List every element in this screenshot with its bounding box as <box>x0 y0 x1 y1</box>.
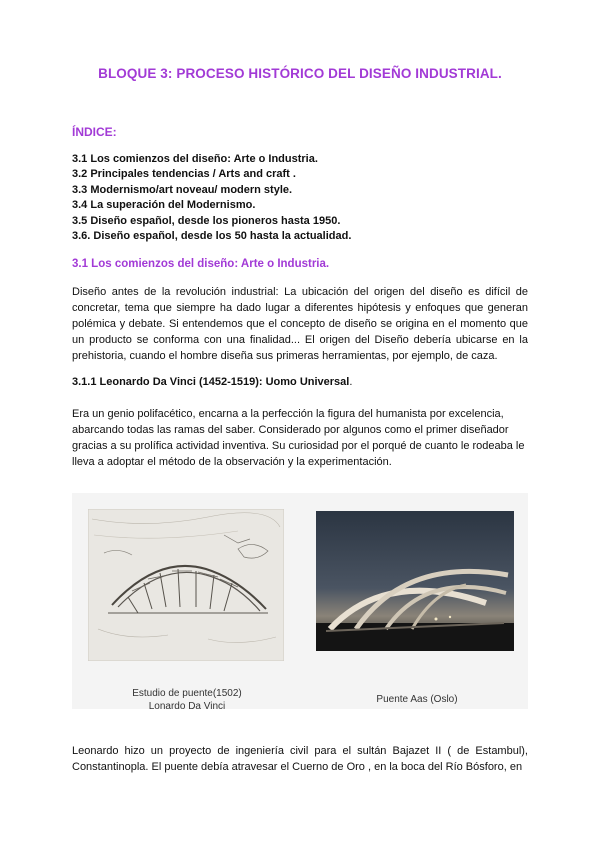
toc-item: 3.2 Principales tendencias / Arts and craft . <box>72 168 296 181</box>
sketch-caption-line1: Estudio de puente(1502) <box>132 688 242 699</box>
index-heading: ÍNDICE: <box>72 125 117 139</box>
sketch-caption <box>112 687 262 713</box>
subsection-heading-tail: . <box>349 376 353 388</box>
sketch-caption-line2: Lonardo Da Vinci <box>148 701 226 712</box>
photo-caption: Puente Aas (Oslo) <box>376 694 458 705</box>
toc-item: 3.6. Diseño español, desde los 50 hasta la actualidad. <box>72 230 352 243</box>
section-heading: 3.1 Los comienzos del diseño: Arte o Industria. <box>72 258 330 270</box>
toc-item: 3.5 Diseño español, desde los pioneros hasta 1950. <box>72 214 341 227</box>
figure-panel <box>72 493 528 712</box>
subsection-heading-text: 3.1.1 Leonardo Da Vinci (1452-1519): Uomo Universal <box>72 376 350 388</box>
document-title: BLOQUE 3: PROCESO HISTÓRICO DEL DISEÑO INDUSTRIAL. <box>98 66 502 81</box>
subsection-heading <box>72 376 352 388</box>
toc-item: 3.4 La superación del Modernismo. <box>72 199 256 212</box>
davinci-paragraph: Era un genio polifacético, encarna a la perfección la figura del humanista por excelencia, abarcando todas las ramas del saber. Considerado por algunos como el primer diseñador gracias a su prolífica actividad inventiva. Su curiosidad por el porqué de cuanto le rodeaba le lleva a adoptar el método de la observación y la experimentación. <box>72 408 525 468</box>
bridge-sketch-image <box>88 509 284 661</box>
table-of-contents <box>72 152 351 244</box>
bottom-paragraph: Leonardo hizo un proyecto de ingeniería civil para el sultán Bajazet II ( de Estambul), Constantinopla. El puente debía atravesar el Cuerno de Oro , en la boca del Río Bósforo, en <box>72 745 528 773</box>
intro-paragraph: Diseño antes de la revolución industrial: La ubicación del origen del diseño es difícil de concretar, tema que siempre ha dado lugar a diferentes hipótesis y enfoques que generan polémica y debate. Si entendemos que el concepto de diseño se origina en el momento que un producto se conforma con una finalidad... El origen del Diseño debería ubicarse en la prehistoria, cuando el hombre diseña sus primeras herramientas, por ejemplo, de caza. <box>72 286 528 362</box>
bridge-photo-image <box>316 511 514 651</box>
toc-item: 3.1 Los comienzos del diseño: Arte o Industria. <box>72 153 318 165</box>
toc-item: 3.3 Modernismo/art noveau/ modern style. <box>72 183 293 196</box>
